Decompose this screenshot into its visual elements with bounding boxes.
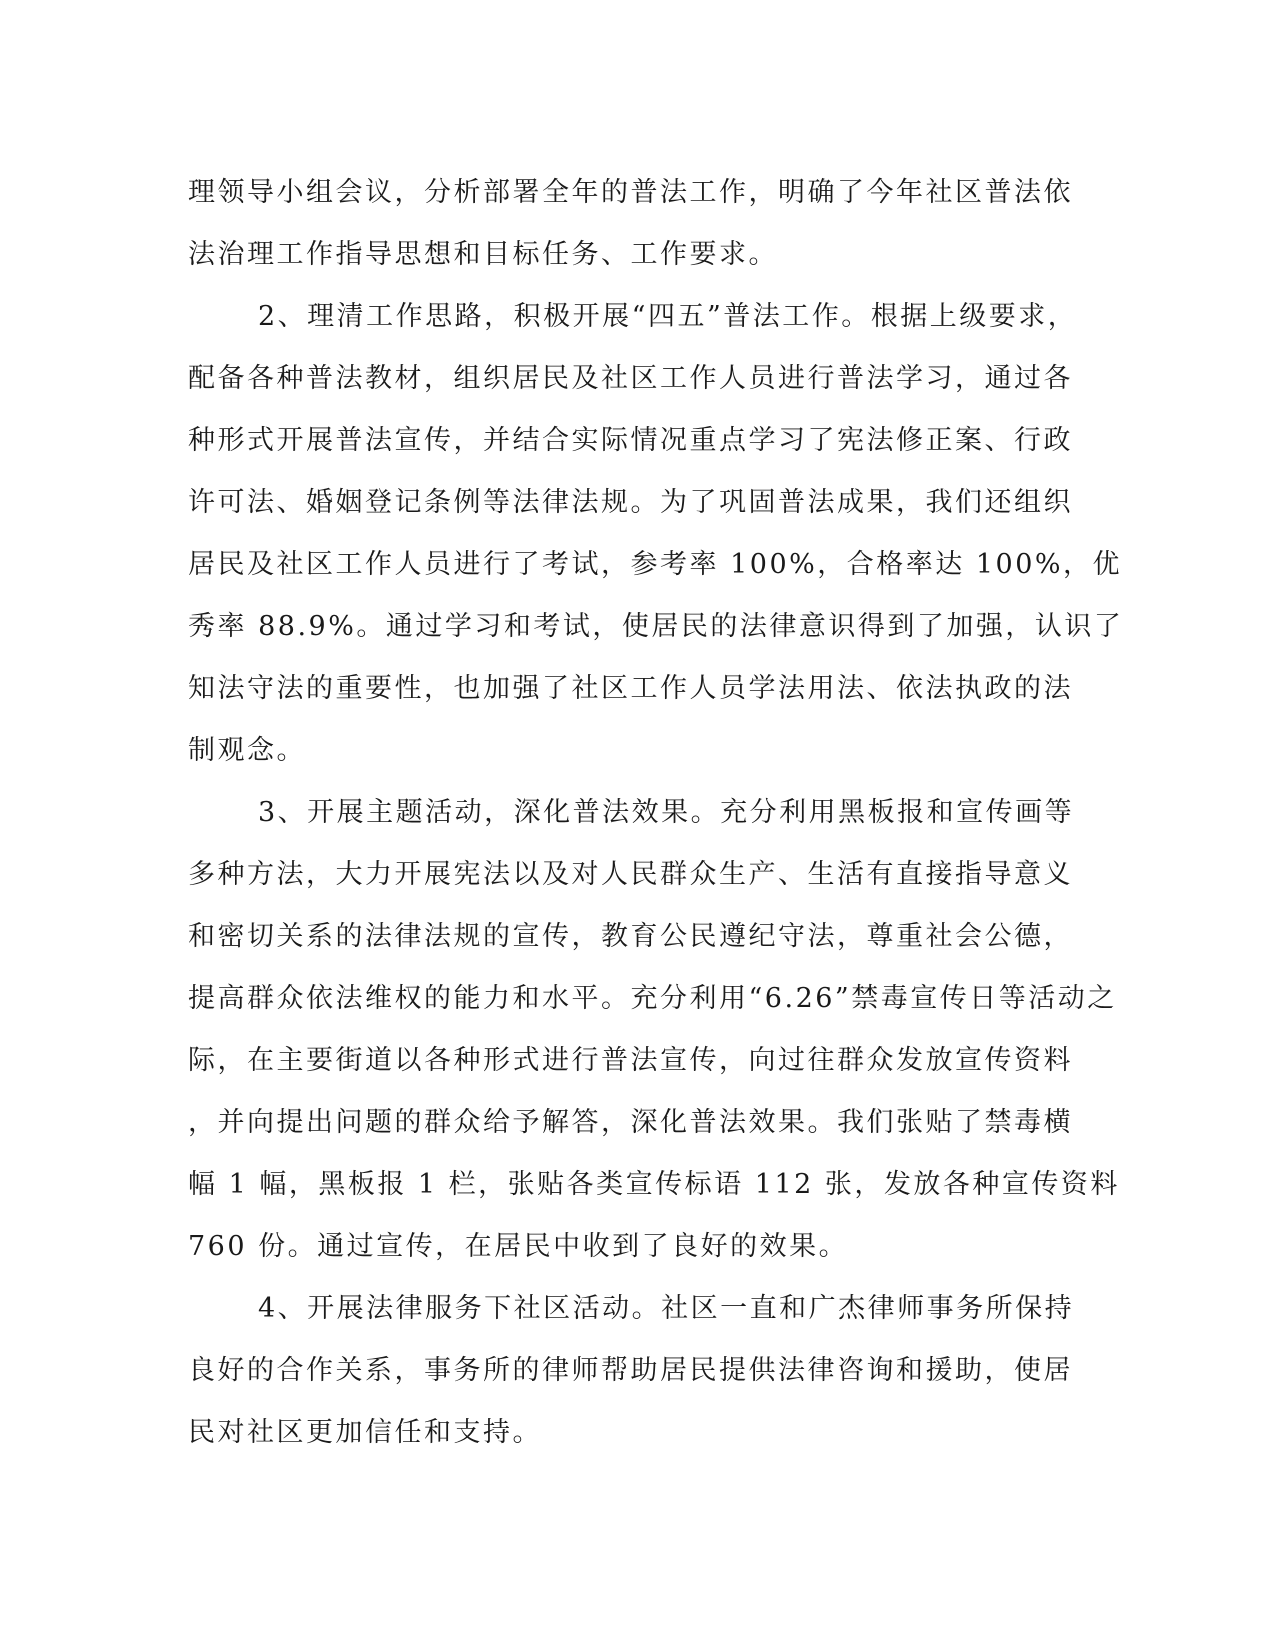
text-line: 和密切关系的法律法规的宣传，教育公民遵纪守法，尊重社会公德， [188,921,1073,952]
text-line: 理领导小组会议，分析部署全年的普法工作，明确了今年社区普法依 [188,177,1073,208]
text-line: 配备各种普法教材，组织居民及社区工作人员进行普法学习，通过各 [188,363,1073,394]
text-line: 多种方法，大力开展宪法以及对人民群众生产、生活有直接指导意义 [188,859,1073,890]
text-line: 良好的合作关系，事务所的律师帮助居民提供法律咨询和援助，使居 [188,1355,1073,1386]
text-line: 知法守法的重要性，也加强了社区工作人员学法用法、依法执政的法 [188,673,1073,704]
paragraph-item-2 [188,286,1124,782]
text-line: 760 份。通过宣传，在居民中收到了良好的效果。 [188,1231,849,1262]
document-body [188,162,1124,1464]
text-line: 种形式开展普法宣传，并结合实际情况重点学习了宪法修正案、行政 [188,425,1073,456]
text-line: 幅 1 幅，黑板报 1 栏，张贴各类宣传标语 112 张，发放各种宣传资料 [188,1169,1120,1200]
text-line: 秀率 88.9%。通过学习和考试，使居民的法律意识得到了加强，认识了 [188,611,1124,642]
text-line: 4、开展法律服务下社区活动。社区一直和广杰律师事务所保持 [258,1293,1075,1324]
text-line: 3、开展主题活动，深化普法效果。充分利用黑板报和宣传画等 [258,797,1075,828]
text-line: 制观念。 [188,735,306,766]
text-line: 许可法、婚姻登记条例等法律法规。为了巩固普法成果，我们还组织 [188,487,1073,518]
text-line: 提高群众依法维权的能力和水平。充分利用“6.26”禁毒宣传日等活动之 [188,983,1117,1014]
paragraph-intro [188,162,1086,286]
text-line: 法治理工作指导思想和目标任务、工作要求。 [188,239,778,270]
text-line: 2、理清工作思路，积极开展“四五”普法工作。根据上级要求， [258,301,1078,332]
paragraph-item-4 [188,1278,1086,1464]
text-line: ，并向提出问题的群众给予解答，深化普法效果。我们张贴了禁毒横 [188,1107,1073,1138]
text-line: 民对社区更加信任和支持。 [188,1417,542,1448]
text-line: 际，在主要街道以各种形式进行普法宣传，向过往群众发放宣传资料 [188,1045,1073,1076]
text-line: 居民及社区工作人员进行了考试，参考率 100%，合格率达 100%，优 [188,549,1123,580]
paragraph-item-3 [188,782,1120,1278]
